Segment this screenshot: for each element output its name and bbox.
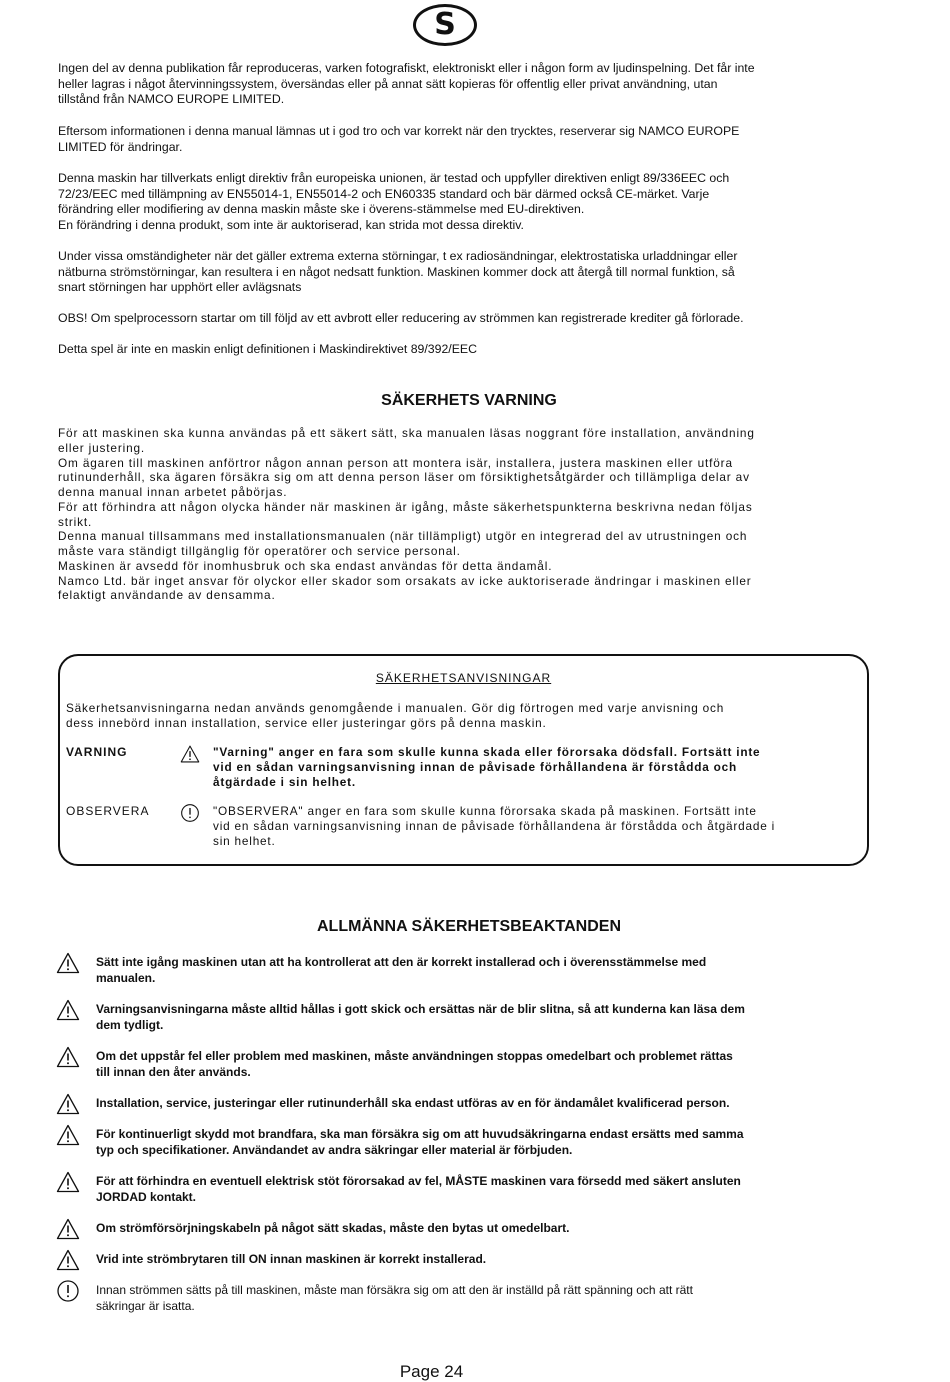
text-line: felaktigt användande av densamma. bbox=[58, 588, 276, 603]
exclamation-circle-icon bbox=[56, 1279, 80, 1303]
text-line: Ingen del av denna publikation får reproduceras, varken fotografiskt, elektroniskt eller i någon form av ljudinspelning. Det får inte bbox=[58, 61, 755, 75]
text-line: till innan den åter används. bbox=[96, 1064, 251, 1079]
warning-triangle-icon bbox=[56, 1045, 80, 1069]
text-line: åtgärdade i sin helhet. bbox=[213, 774, 356, 789]
text-line: strikt. bbox=[58, 514, 93, 529]
warning-triangle-icon bbox=[56, 951, 80, 975]
text-line: måste vara ständigt tillgänglig för operatörer och service personal. bbox=[58, 544, 461, 558]
caution-definition bbox=[213, 804, 863, 848]
text-line: 72/23/EEC med tillämpning av EN55014-1, EN55014-2 och EN60335 standard och bär därmed också CE-märket. Varje bbox=[58, 186, 710, 201]
language-badge: S bbox=[413, 4, 477, 46]
exclamation-circle-icon bbox=[180, 803, 200, 823]
warning-triangle-icon bbox=[180, 744, 200, 764]
text-line: Vrid inte strömbrytaren till ON innan maskinen är korrekt installerad. bbox=[96, 1252, 487, 1266]
warning-definition bbox=[213, 745, 863, 789]
text-line: OBS! Om spelprocessorn startar om till följd av ett avbrott eller reducering av strömmen kan registrerade krediter gå förlorade. bbox=[58, 311, 744, 325]
text-line: vid en sådan varningsanvisning innan de påvisade förhållandena är förstådda och åtgärdade i bbox=[213, 818, 776, 833]
text-line: heller lagras i något återvinningssystem, översändas eller på annat sätt kopieras för offentlig eller privat användning, utan bbox=[58, 76, 718, 91]
warning-triangle-icon bbox=[56, 1217, 80, 1241]
text-line: vid en sådan varningsanvisning innan de påvisade förhållandena är förstådda och bbox=[213, 759, 738, 774]
text-line: Om ägaren till maskinen anförtror någon annan person att montera isär, installera, justera maskinen eller utföra bbox=[58, 455, 733, 470]
ce-directive-paragraph bbox=[58, 171, 888, 233]
text-line: manualen. bbox=[96, 970, 156, 985]
caution-label: OBSERVERA bbox=[66, 804, 150, 818]
warning-label: VARNING bbox=[66, 745, 128, 759]
text-line: Sätt inte igång maskinen utan att ha kontrollerat att den är korrekt installerad och i överensstämmelse med bbox=[96, 955, 707, 969]
list-item-text bbox=[96, 1002, 876, 1034]
safety-instructions-box bbox=[58, 654, 869, 866]
list-item-text bbox=[96, 1096, 876, 1112]
list-item-text bbox=[96, 1252, 876, 1268]
text-line: Varningsanvisningarna måste alltid hållas i gott skick och ersättas när de blir slitna, så att kunderna kan läsa dem bbox=[96, 1002, 745, 1016]
disclaimer-paragraph bbox=[58, 124, 888, 155]
text-line: dem tydligt. bbox=[96, 1017, 164, 1032]
text-line: rutinunderhåll, ska ägaren försäkra sig om att denna person läser om försiktighetsåtgärder och tillämpliga delar av bbox=[58, 470, 750, 485]
text-line: Maskinen är avsedd för inomhusbruk och ska endast användas för detta ändamål. bbox=[58, 558, 553, 573]
text-line: dess innebörd innan installation, service eller justeringar görs på denna maskin. bbox=[66, 716, 547, 730]
page-number: Page 24 bbox=[399, 1362, 464, 1381]
text-line: För att förhindra en eventuell elektrisk stöt förorsakad av fel, MÅSTE maskinen vara försedd med säkert ansluten bbox=[96, 1174, 741, 1188]
text-line: För att förhindra att någon olycka händer när maskinen är igång, måste säkerhetspunkterna beskrivna nedan följas bbox=[58, 499, 753, 514]
text-line: LIMITED för ändringar. bbox=[58, 139, 183, 154]
list-item-text bbox=[96, 1174, 876, 1206]
list-item-text bbox=[96, 1283, 876, 1315]
warning-triangle-icon bbox=[56, 1248, 80, 1272]
text-line: förändring eller modifiering av denna maskin måste ske i överens-stämmelse med EU-direktiven. bbox=[58, 202, 585, 217]
warning-triangle-icon bbox=[56, 1123, 80, 1147]
text-line: snart störningen har upphört eller avlägsnats bbox=[58, 280, 302, 295]
text-line: nätburna strömstörningar, kan resultera i en något nedsatt funktion. Maskinen kommer dock att återgå till normal funktion, så bbox=[58, 264, 735, 279]
text-line: För kontinuerligt skydd mot brandfara, ska man försäkra sig om att huvudsäkringarna endast ersätts med samma bbox=[96, 1127, 744, 1141]
text-line: Namco Ltd. bär inget ansvar för olyckor eller skador som orsakats av icke auktoriserade ändringar i maskinen eller bbox=[58, 573, 752, 588]
list-item-text bbox=[96, 1221, 876, 1237]
text-line: Detta spel är inte en maskin enligt definitionen i Maskindirektivet 89/392/EEC bbox=[58, 342, 478, 356]
box-intro bbox=[66, 701, 856, 731]
text-line: Säkerhetsanvisningarna nedan används genomgående i manualen. Gör dig förtrogen med varje anvisning och bbox=[66, 701, 725, 715]
text-line: JORDAD kontakt. bbox=[96, 1189, 197, 1204]
interference-paragraph bbox=[58, 249, 888, 296]
text-line: Innan strömmen sätts på till maskinen, måste man försäkra sig om att den är inställd på rätt spänning och att rätt bbox=[96, 1283, 693, 1297]
general-safety-heading: ALLMÄNNA SÄKERHETSBEAKTANDEN bbox=[317, 918, 621, 935]
text-line: En förändring i denna produkt, som inte är auktoriserad, kan strida mot dessa direktiv. bbox=[58, 217, 524, 232]
list-item-text bbox=[96, 1049, 876, 1081]
obs-paragraph bbox=[58, 311, 888, 327]
text-line: Denna manual tillsammans med installationsmanualen (när tillämpligt) utgör en integrerad del av utrustningen och bbox=[58, 529, 748, 544]
warning-triangle-icon bbox=[56, 1170, 80, 1194]
text-line: "OBSERVERA" anger en fara som skulle kunna förorsaka skada på maskinen. Fortsätt inte bbox=[213, 804, 757, 818]
text-line: säkringar är isatta. bbox=[96, 1298, 195, 1313]
list-item-text bbox=[96, 1127, 876, 1159]
text-line: Denna maskin har tillverkats enligt direktiv från europeiska unionen, är testad och uppfyller direktiven enligt 89/336EEC och bbox=[58, 171, 730, 185]
text-line: Om det uppstår fel eller problem med maskinen, måste användningen stoppas omedelbart och problemet rättas bbox=[96, 1049, 733, 1063]
copyright-paragraph bbox=[58, 61, 888, 108]
text-line: Eftersom informationen i denna manual lämnas ut i god tro och var korrekt när den trycktes, reserverar sig NAMCO EUROPE bbox=[58, 124, 740, 138]
list-item-text bbox=[96, 955, 876, 987]
text-line: tillstånd från NAMCO EUROPE LIMITED. bbox=[58, 92, 285, 107]
text-line: Under vissa omständigheter när det gäller extrema externa störningar, t ex radiosändningar, elektrostatiska urladdningar eller bbox=[58, 249, 738, 263]
text-line: denna manual innan arbetet påbörjas. bbox=[58, 485, 288, 499]
text-line: För att maskinen ska kunna användas på ett säkert sätt, ska manualen läsas noggrant före installation, användning bbox=[58, 426, 755, 440]
safety-warning-heading: SÄKERHETS VARNING bbox=[381, 392, 557, 409]
text-line: typ och specifikationer. Användandet av andra säkringar eller material är förbjuden. bbox=[96, 1142, 573, 1157]
text-line: sin helhet. bbox=[213, 833, 276, 848]
text-line: eller justering. bbox=[58, 440, 146, 455]
safety-warning-text bbox=[58, 426, 918, 603]
machine-directive-paragraph bbox=[58, 342, 888, 358]
text-line: "Varning" anger en fara som skulle kunna skada eller förorsaka dödsfall. Fortsätt inte bbox=[213, 745, 761, 759]
warning-triangle-icon bbox=[56, 998, 80, 1022]
box-title: SÄKERHETSANVISNINGAR bbox=[375, 671, 552, 685]
text-line: Om strömförsörjningskabeln på något sätt skadas, måste den bytas ut omedelbart. bbox=[96, 1221, 570, 1235]
text-line: Installation, service, justeringar eller rutinunderhåll ska endast utföras av en för ändamålet kvalificerad person. bbox=[96, 1096, 730, 1110]
warning-triangle-icon bbox=[56, 1092, 80, 1116]
